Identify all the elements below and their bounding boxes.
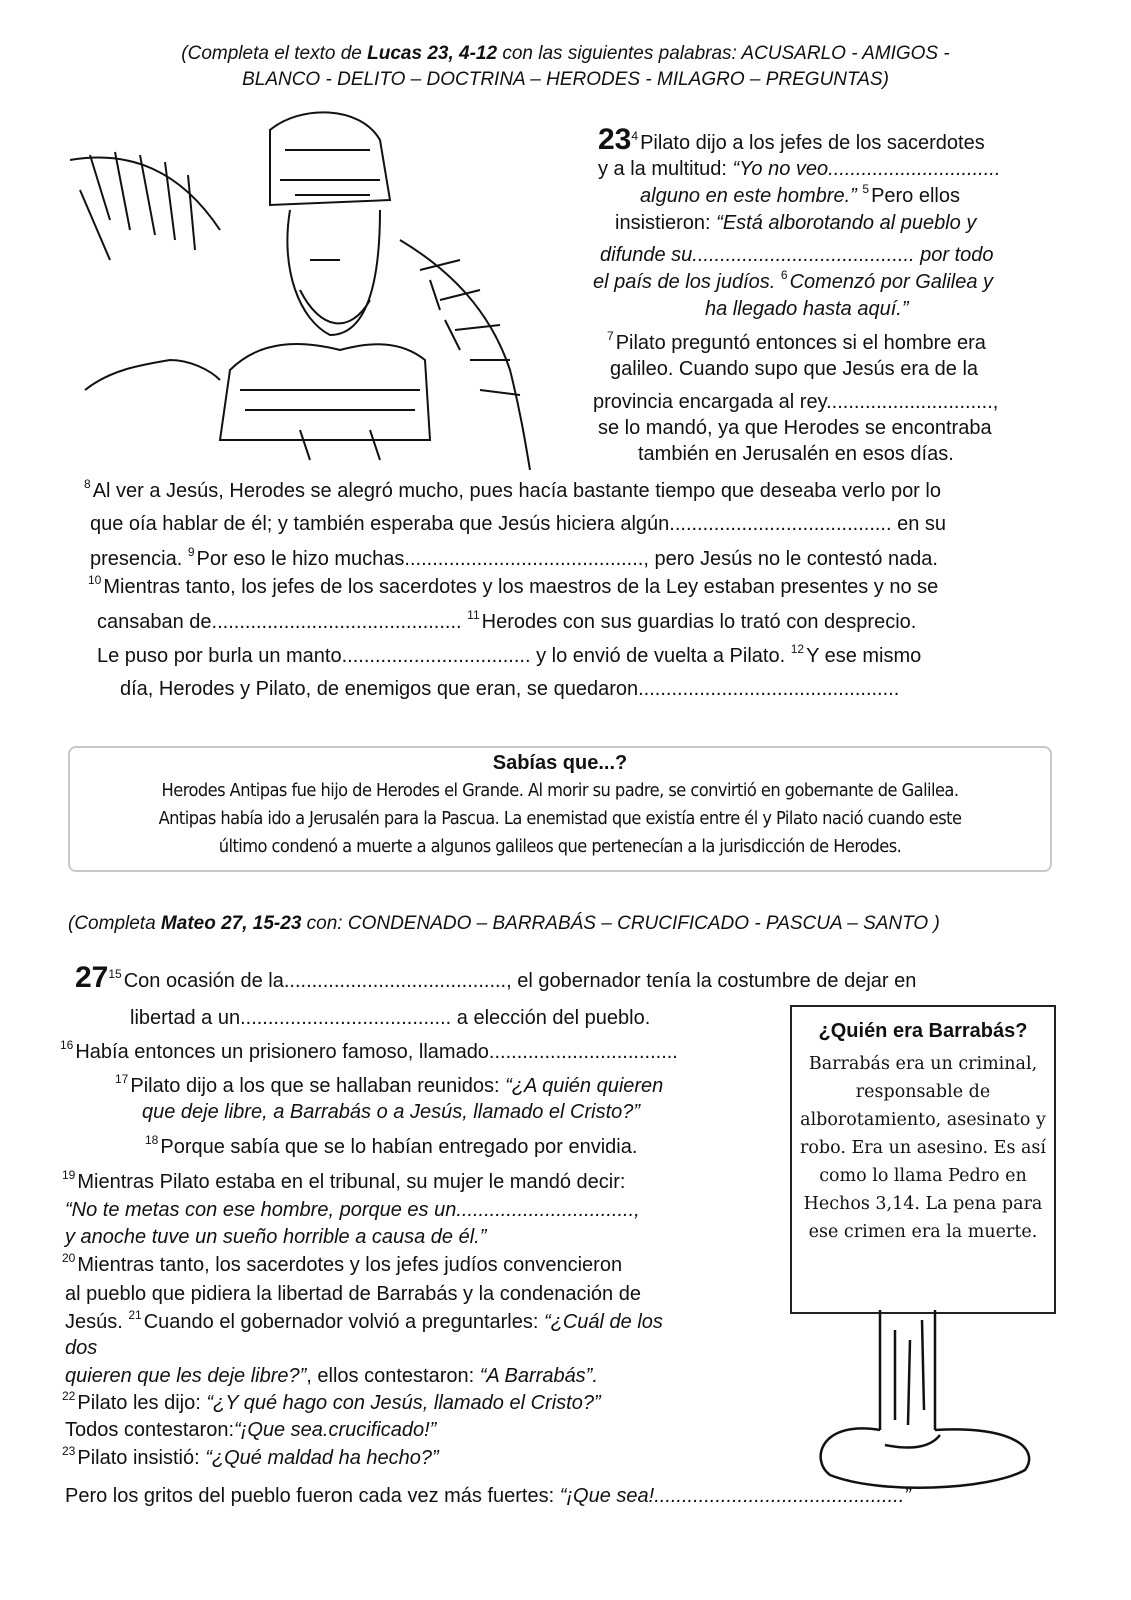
text-line: [65, 1484, 911, 1508]
text-segment: Pero los gritos del pueblo fueron cada vez más fuertes:: [65, 1485, 560, 1507]
text-segment: “¿Y qué hago con Jesús, llamado el Cristo?”: [206, 1392, 601, 1414]
text-line: [593, 390, 998, 414]
verse-number: 20: [62, 1251, 76, 1265]
text-line: [638, 442, 954, 466]
verse-number: 12: [790, 642, 805, 656]
text-line: [593, 270, 993, 294]
text-segment: insistieron:: [615, 212, 717, 234]
text-line: [65, 1198, 640, 1222]
text-segment: que deje libre, a Barrabás o a Jesús, llamado el Cristo?”: [142, 1101, 641, 1123]
text-segment: con las siguientes palabras: ACUSARLO - AMIGOS -: [497, 43, 950, 64]
text-segment: Pilato dijo a los que se hallaban reunidos:: [130, 1075, 506, 1097]
text-segment: que oía hablar de él; y también esperaba que Jesús hiciera algún........................................ en su: [90, 513, 947, 535]
verse-number: 19: [62, 1168, 76, 1182]
text-line: [90, 547, 938, 571]
text-segment: Comenzó por Galilea y: [789, 271, 994, 293]
text-line: [65, 1310, 663, 1334]
text-line: [62, 1391, 601, 1415]
text-segment: con: CONDENADO – BARRABÁS – CRUCIFICADO - PASCUA – SANTO ): [301, 913, 940, 934]
verse-number: 10: [88, 573, 102, 587]
text-line: [640, 184, 960, 208]
text-segment: Mientras Pilato estaba en el tribunal, su mujer le mandó decir:: [77, 1171, 626, 1193]
text-segment: Cuando el gobernador volvió a preguntarles:: [143, 1311, 544, 1333]
text-segment: “A Barrabás”.: [479, 1365, 598, 1387]
text-segment: Al ver a Jesús, Herodes se alegró mucho, pues hacía bastante tiempo que deseaba verlo por lo: [92, 480, 941, 502]
text-segment: Todos contestaron:: [65, 1419, 234, 1441]
text-segment: “¿Cuál de los: [543, 1311, 663, 1333]
text-segment: “¡Que sea.crucificado!”: [234, 1419, 437, 1441]
text-line: [60, 1040, 678, 1064]
text-line: [115, 1074, 663, 1098]
did-you-know-line: Herodes Antipas fue hijo de Herodes el Grande. Al morir su padre, se convirtió en gobernante de Galilea.: [161, 781, 959, 801]
chapter-number: 23: [598, 123, 632, 156]
text-segment: Pilato preguntó entonces si el hombre era: [615, 332, 986, 354]
text-segment: “¡Que sea!.............................................”: [559, 1485, 911, 1507]
barrabas-title: ¿Quién era Barrabás?: [818, 1020, 1028, 1042]
text-line: [62, 1253, 622, 1277]
text-line: [65, 1225, 486, 1249]
text-segment: “Yo no veo...............................: [732, 158, 1001, 180]
text-line: [600, 243, 994, 267]
text-segment: difunde su........................................ por todo: [600, 244, 994, 266]
text-segment: galileo. Cuando supo que Jesús era de la: [610, 358, 979, 380]
text-segment: libertad a un...................................... a elección del pueblo.: [130, 1007, 651, 1029]
text-segment: día, Herodes y Pilato, de enemigos que eran, se quedaron...............................................: [120, 678, 900, 700]
text-segment: (Completa: [68, 913, 161, 934]
text-segment: Porque sabía que se lo habían entregado por envidia.: [160, 1136, 638, 1158]
verse-number: 22: [62, 1389, 76, 1403]
text-segment: BLANCO - DELITO – DOCTRINA – HERODES - MILAGRO – PREGUNTAS): [242, 69, 889, 90]
text-segment: quieren que les deje libre?”: [65, 1365, 307, 1387]
text-line: [75, 961, 917, 994]
instructions-line: [0, 42, 1131, 66]
text-segment: al pueblo que pidiera la libertad de Barrabás y la condenación de: [65, 1283, 641, 1305]
did-you-know-title: Sabías que...?: [492, 752, 628, 774]
text-line: [142, 1100, 640, 1124]
verse-number: 7: [607, 329, 614, 343]
text-segment: y anoche tuve un sueño horrible a causa de él.”: [65, 1226, 487, 1248]
text-segment: Le puso por burla un manto.................................. y lo envió de vuelta a Pilato.: [97, 645, 791, 667]
text-segment: se lo mandó, ya que Herodes se encontraba: [598, 417, 992, 439]
text-segment: también en Jerusalén en esos días.: [638, 443, 954, 465]
text-segment: Pilato insistió:: [77, 1447, 206, 1469]
text-segment: alguno en este hombre.”: [640, 185, 863, 207]
text-segment: (Completa el texto de: [181, 43, 368, 64]
verse-number: 5: [862, 182, 870, 196]
text-line: [88, 575, 938, 599]
did-you-know-line: Antipas había ido a Jerusalén para la Pascua. La enemistad que existía entre él y Pilato nació cuando este: [158, 809, 962, 829]
text-line: [62, 1446, 439, 1470]
text-line: [84, 479, 941, 503]
verse-number: 6: [780, 268, 788, 282]
text-line: [598, 157, 1000, 181]
text-segment: Mateo 27, 15-23: [160, 913, 302, 934]
text-segment: Y ese mismo: [806, 645, 922, 667]
text-line: [130, 1006, 650, 1030]
text-segment: Pilato dijo a los jefes de los sacerdotes: [640, 132, 985, 154]
text-line: [65, 1282, 641, 1306]
text-segment: Por eso le hizo muchas..........................................., pero Jesús no le contestó nada.: [196, 548, 938, 570]
text-line: [90, 512, 946, 536]
text-segment: “¿A quién quieren: [505, 1075, 664, 1097]
text-segment: Lucas 23, 4-12: [367, 43, 498, 64]
text-segment: Herodes con sus guardias lo trató con desprecio.: [481, 611, 917, 633]
verse-number: 21: [128, 1308, 142, 1322]
text-segment: ha llegado hasta aquí.”: [705, 298, 909, 320]
text-line: [97, 644, 921, 668]
verse-number: 17: [115, 1072, 129, 1086]
text-segment: dos: [65, 1337, 98, 1359]
text-line: [607, 331, 986, 355]
text-line: [610, 357, 978, 381]
text-line: [598, 123, 985, 156]
text-line: [97, 610, 916, 634]
text-line: [65, 1418, 436, 1442]
text-line: [120, 677, 899, 701]
text-segment: “No te metas con ese hombre, porque es un................................,: [65, 1199, 640, 1221]
text-segment: presencia.: [90, 548, 188, 570]
text-line: [62, 1170, 625, 1194]
text-segment: provincia encargada al rey..............................,: [593, 391, 999, 413]
verse-number: 4: [631, 129, 639, 143]
text-segment: y a la multitud:: [598, 158, 733, 180]
chapter-number: 27: [75, 961, 109, 994]
verse-number: 16: [60, 1038, 74, 1052]
barrabas-text: Barrabás era un criminal, responsable de alborotamiento, asesinato y robo. Era un asesino. Es así como lo llama Pedro en Hechos 3,14. La pena para ese crimen era la muerte.: [800, 1054, 1046, 1242]
text-segment: Mientras tanto, los jefes de los sacerdotes y los maestros de la Ley estaban presentes y no se: [103, 576, 939, 598]
did-you-know-box: [68, 746, 1052, 872]
text-line: [65, 1364, 598, 1388]
instructions-line: [0, 68, 1131, 92]
verse-number: 23: [62, 1444, 76, 1458]
text-segment: “Está alborotando al pueblo y: [716, 212, 977, 234]
verse-number: 8: [84, 477, 91, 491]
text-segment: Jesús.: [65, 1311, 129, 1333]
text-segment: Pero ellos: [871, 185, 960, 207]
mateo-instructions: [68, 912, 940, 936]
text-segment: Con ocasión de la........................................, el gobernador tenía la costumbre de dejar en: [123, 970, 917, 992]
text-segment: , ellos contestaron:: [306, 1365, 480, 1387]
verse-number: 11: [467, 608, 480, 622]
text-line: [615, 211, 976, 235]
text-line: [65, 1336, 97, 1360]
text-segment: Había entonces un prisionero famoso, llamado..................................: [75, 1041, 678, 1063]
text-segment: el país de los judíos.: [593, 271, 781, 293]
text-segment: Pilato les dijo:: [77, 1392, 207, 1414]
text-segment: “¿Qué maldad ha hecho?”: [205, 1447, 439, 1469]
verse-number: 9: [187, 545, 195, 559]
text-segment: cansaban de.............................................: [97, 611, 468, 633]
did-you-know-line: último condenó a muerte a algunos galileos que pertenecían a la jurisdicción de Herodes.: [218, 837, 902, 857]
text-line: [705, 297, 909, 321]
signpost-illustration: [800, 1310, 1050, 1490]
text-line: [145, 1135, 637, 1159]
verse-number: 15: [108, 967, 122, 981]
verse-number: 18: [145, 1133, 159, 1147]
barrabas-info-box: [790, 1005, 1056, 1314]
herodes-illustration: [70, 110, 580, 470]
text-line: [598, 416, 992, 440]
text-segment: Mientras tanto, los sacerdotes y los jefes judíos convencieron: [77, 1254, 623, 1276]
